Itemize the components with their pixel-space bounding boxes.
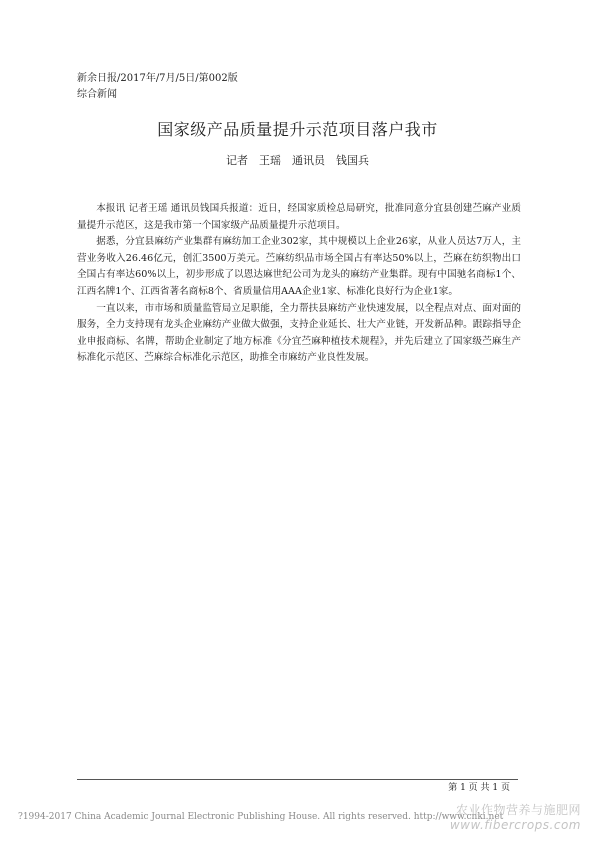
- article-paragraph: 本报讯 记者王瑶 通讯员钱国兵报道：近日，经国家质检总局研究，批准同意分宜县创建苎麻产业质量提升示范区，这是我市第一个国家级产品质量提升示范项目。: [77, 203, 521, 231]
- article-body: [77, 201, 521, 367]
- article-paragraph: 据悉，分宜县麻纺产业集群有麻纺加工企业302家，其中规模以上企业26家，从业人员达7万人，主营业务收入26.46亿元，创汇3500万美元。苎麻纺织品市场全国占有率达50%以上，苎麻在纺织物出口全国占有率达60%以上，初步形成了以恩达麻世纪公司为龙头的麻纺产业集群。现有中国驰名商标1个、江西名牌1个、江西省著名商标8个、省质量信用AAA企业1家、标准化良好行为企业1家。: [77, 236, 521, 297]
- article-paragraph: 一直以来，市市场和质量监管局立足职能，全力帮扶县麻纺产业快速发展，以全程点对点、面对面的服务，全力支持现有龙头企业麻纺产业做大做强，支持企业延长、壮大产业链，开发新品种。跟踪指导企业申报商标、名牌，帮助企业制定了地方标准《分宜苎麻种植技术规程》，并先后建立了国家级苎麻生产标准化示范区、苎麻综合标准化示范区，助推全市麻纺产业良性发展。: [77, 302, 521, 364]
- page-number: 第 1 页 共 1 页: [448, 783, 510, 793]
- watermark-url: www.fibercrops.com: [449, 818, 581, 832]
- copyright-notice: ?1994-2017 China Academic Journal Electronic Publishing House. All rights reserved. http://www.cnki.net: [18, 812, 504, 822]
- article-byline: 记者 王瑶 通讯员 钱国兵: [226, 154, 369, 167]
- source-line: 新余日报/2017年/7月/5日/第002版: [77, 73, 238, 84]
- footer-divider: [77, 779, 518, 780]
- watermark: [450, 803, 581, 833]
- watermark-text: 农业作物营养与施肥网: [455, 803, 581, 817]
- section-label: 综合新闻: [77, 89, 117, 100]
- article-title: 国家级产品质量提升示范项目落户我市: [157, 120, 438, 139]
